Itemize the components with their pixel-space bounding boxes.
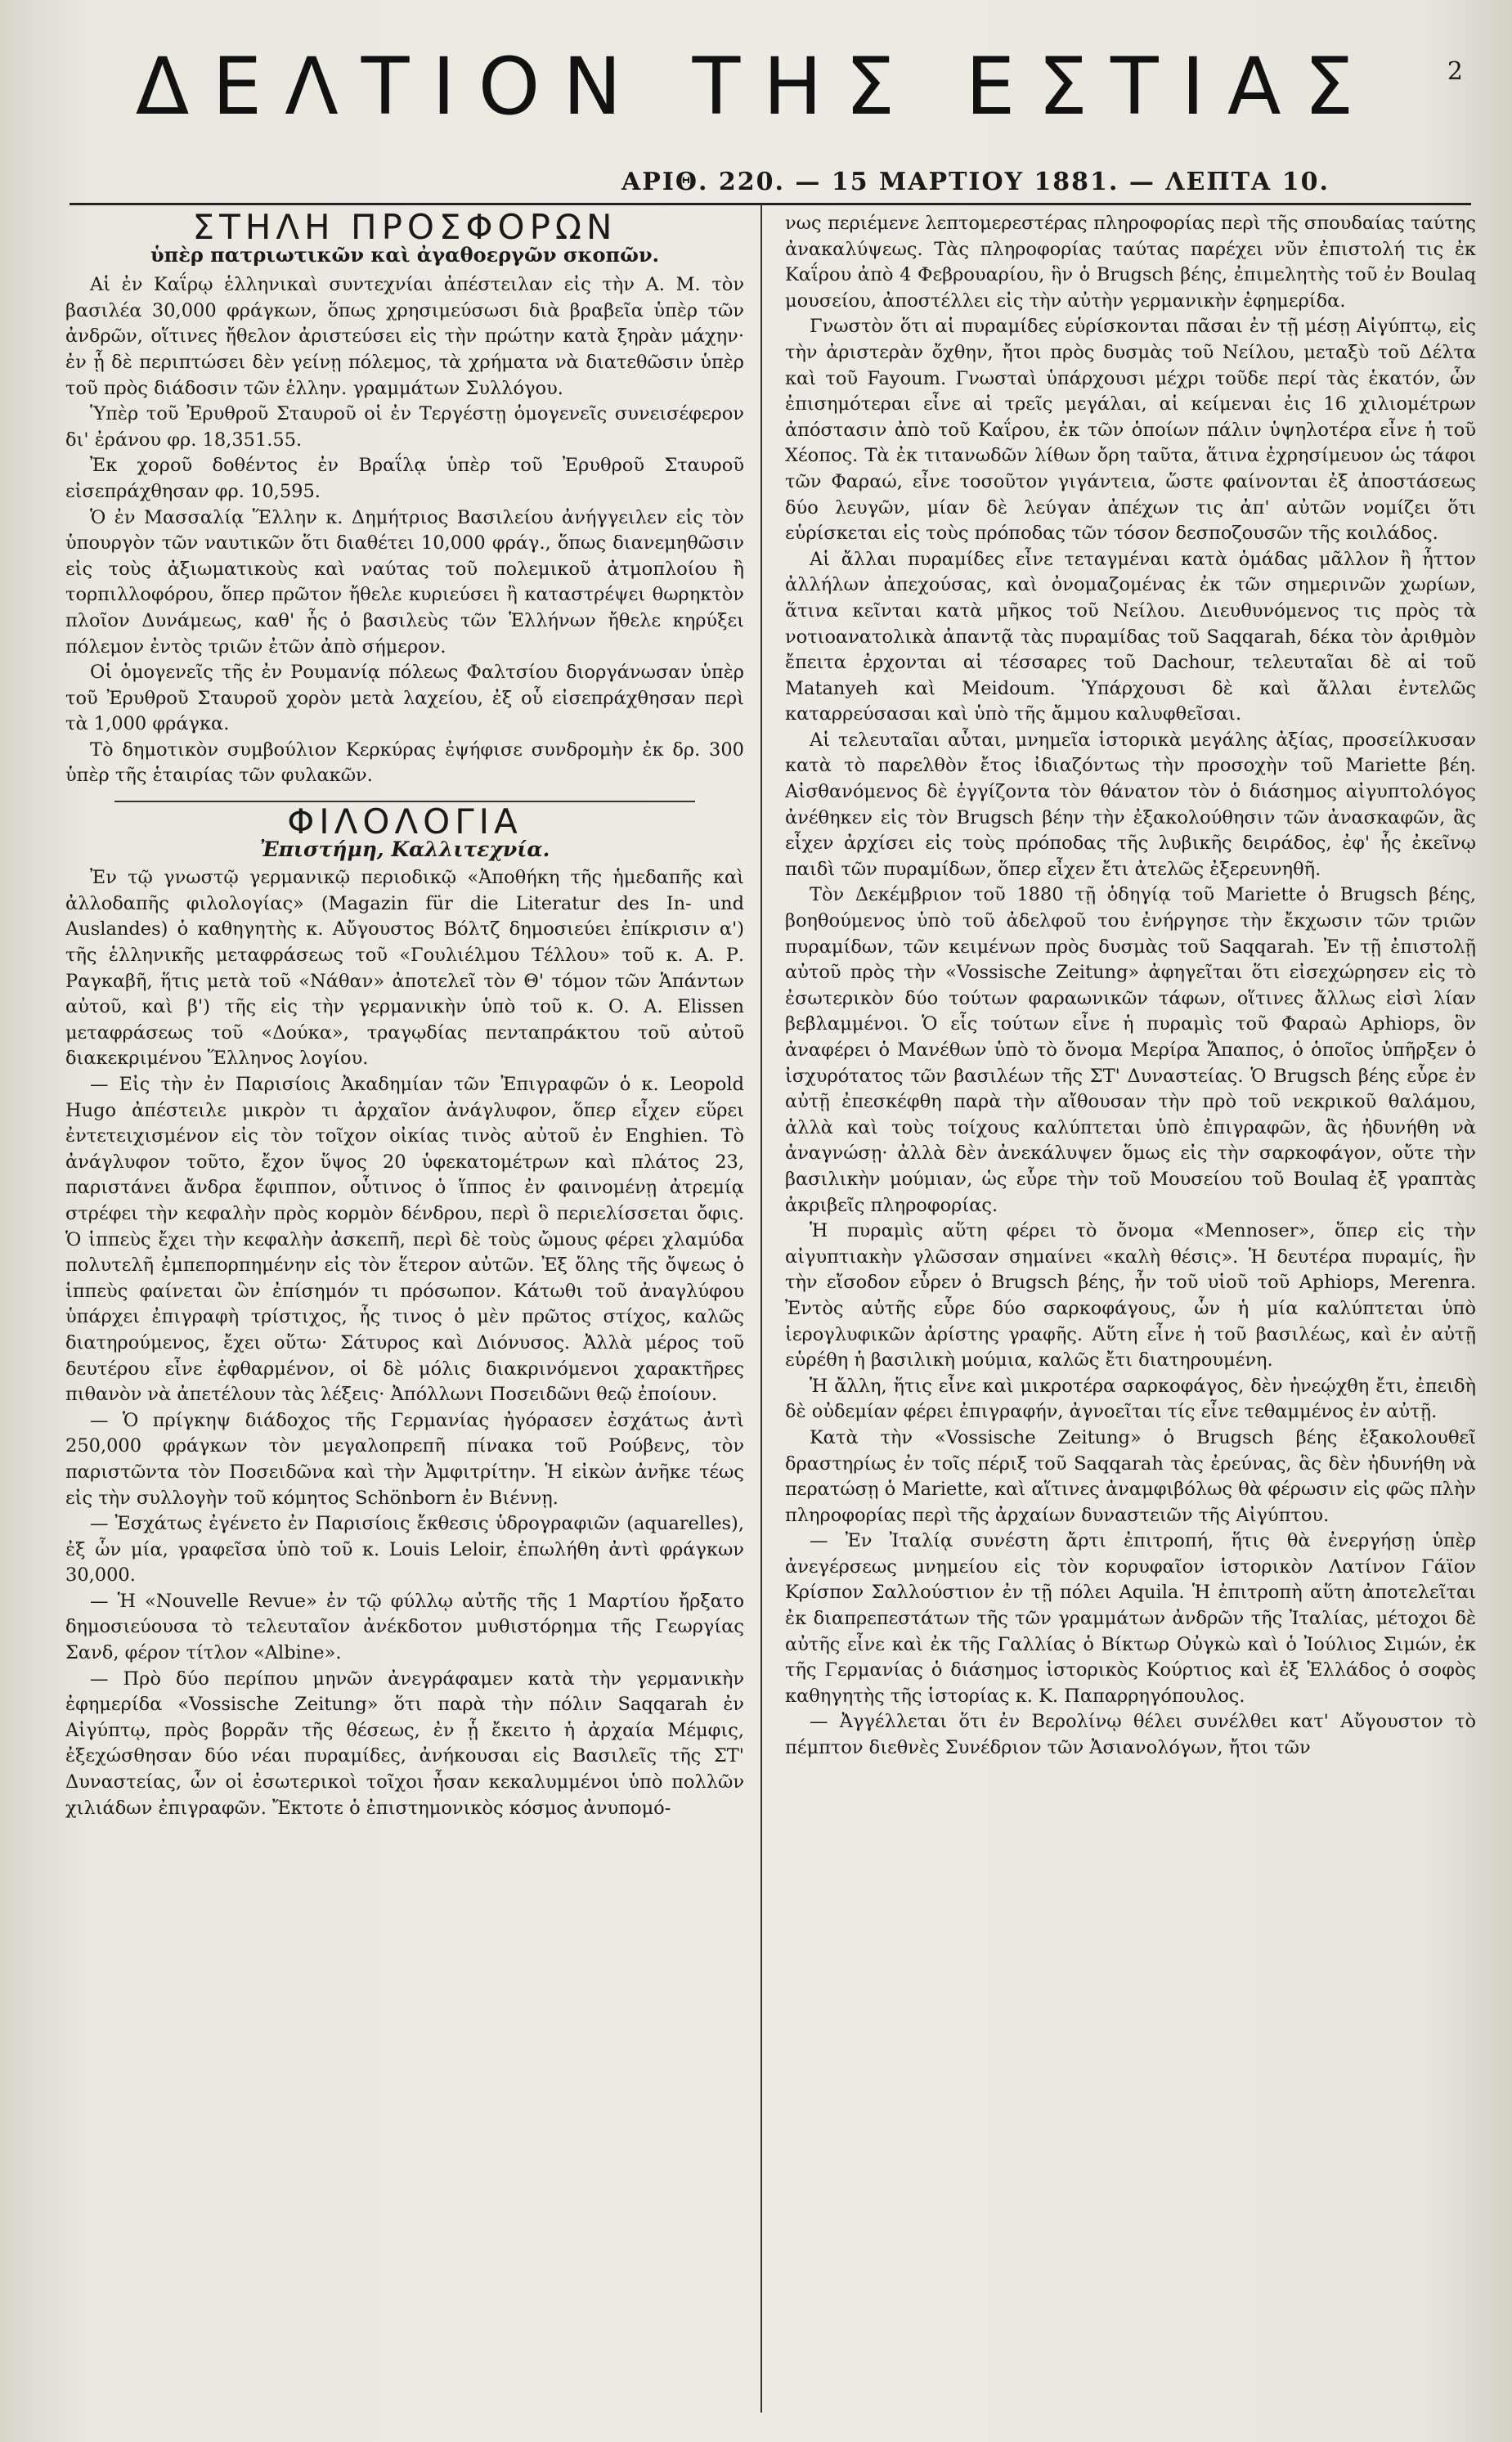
- philology-paragraph: — Ἐσχάτως ἐγένετο ἐν Παρισίοις ἔκθεσις ὑδρογραφιῶν (aquarelles), ἐξ ὧν μία, γραφεῖσα ὑπὸ τοῦ κ. Louis Leloir, ἐπωλήθη ἀντὶ φράγκων 30,000.: [65, 1513, 744, 1587]
- philology-paragraph: — Ἐν Ἰταλίᾳ συνέστη ἄρτι ἐπιτροπή, ἥτις θὰ ἐνεργήσῃ ὑπὲρ ἀνεγέρσεως μνημείου εἰς τὸν κορυφαῖον ἱστορικὸν Λατίνον Γάϊον Κρίσπον Σαλλούστιον ἐν τῇ πόλει Aquila. Ἡ ἐπιτροπὴ αὕτη ἀποτελεῖται ἐκ διαπρεπεστάτων τῆς τῶν γραμμάτων ἀνδρῶν τῆς Ἰταλίας, μέτοχοι δὲ αὐτῆς εἶνε καὶ ἐκ τῆς Γαλλίας ὁ Βίκτωρ Οὐγκὼ καὶ ὁ Ἰούλιος Σιμών, ἐκ τῆς Γερμανίας ὁ διάσημος ἱστορικὸς Κούρτιος καὶ ἐξ Ἑλλάδος ὁ σοφὸς καθηγητὴς τῆς ἱστορίας κ. Κ. Παπαρρηγόπουλος.: [785, 1530, 1476, 1707]
- offerings-paragraph: Τὸ δημοτικὸν συμβούλιον Κερκύρας ἐψήφισε συνδρομὴν ἐκ δρ. 300 ὑπὲρ τῆς ἑταιρίας τῶν φυλακῶν.: [65, 738, 744, 787]
- philology-paragraph: Ἐν τῷ γνωστῷ γερμανικῷ περιοδικῷ «Ἀποθήκη τῆς ἡμεδαπῆς καὶ ἀλλοδαπῆς φιλολογίας» (Magazin für die Literatur des In- und Auslandes) ὁ καθηγητὴς κ. Αὔγουστος Βόλτζ δημοσιεύει ἐπίκρισιν α') τῆς ἑλληνικῆς μεταφράσεως τοῦ «Γουλιέλμου Τέλλου» τοῦ κ. Α. Ρ. Ραγκαβῆ, ἥτις μετὰ τοῦ «Νάθαν» ἀποτελεῖ τὸν Θ' τόμον τῶν Ἁπάντων αὐτοῦ, καὶ β') τῆς εἰς τὴν γερμανικὴν ὑπὸ τοῦ κ. Ο. Α. Elissen μεταφράσεως τοῦ «Δούκα», τραγῳδίας πενταπράκτου τοῦ αὐτοῦ διακεκριμένου Ἕλληνος λογίου.: [65, 867, 744, 1070]
- right-column: [785, 211, 1476, 1762]
- philology-paragraph: Κατὰ τὴν «Vossische Zeitung» ὁ Brugsch βέης ἐξακολουθεῖ δραστηρίως ἐν τοῖς πέριξ τοῦ Saqqarah τὰς ἐρεύνας, ἃς δὲν ἠδυνήθη νὰ περατώσῃ ὁ Mariette, καὶ αἵτινες ἀναμφιβόλως θὰ φέρωσιν εἰς φῶς πλὴν πληροφορίας περὶ τῆς ἀρχαίων δυναστειῶν τῆς Αἰγύπτου.: [785, 1426, 1476, 1526]
- offerings-paragraph: Αἱ ἐν Καΐρῳ ἑλληνικαὶ συντεχνίαι ἀπέστειλαν εἰς τὴν Α. Μ. τὸν βασιλέα 30,000 φράγκων, ὅπως χρησιμεύσωσι διὰ βραβεῖα ὑπὲρ τῶν ἀνδρῶν, οἵτινες ἤθελον ἀριστεύσει εἰς τὴν πρώτην κατὰ ξηρὰν μάχην· ἐν ᾗ δὲ περιπτώσει δὲν γείνῃ πόλεμος, τὰ χρήματα νὰ διατεθῶσιν ὑπὲρ τοῦ πρὸς διάδοσιν τῶν ἑλλην. γραμμάτων Συλλόγου.: [65, 274, 744, 399]
- offerings-title: ΣΤΗΛΗ ΠΡΟΣΦΟΡΩΝ: [192, 207, 617, 247]
- masthead-title: ΔΕΛΤΙΟΝ ΤΗΣ ΕΣΤΙΑΣ: [135, 41, 1377, 132]
- philology-paragraph: — Πρὸ δύο περίπου μηνῶν ἀνεγράφαμεν κατὰ τὴν γερμανικὴν ἐφημερίδα «Vossische Zeitung» ὅτι παρὰ τὴν πόλιν Saqqarah ἐν Αἰγύπτῳ, πρὸς βορρᾶν τῆς θέσεως, ἐν ᾗ ἔκειτο ἡ ἀρχαία Μέμφις, ἐξεχώσθησαν δύο νέαι πυραμίδες, ἀνήκουσαι εἰς Βασιλεῖς τῆς ΣΤ' Δυναστείας, ὧν οἱ ἐσωτερικοὶ τοῖχοι ἦσαν κεκαλυμμένοι ὑπὸ πολλῶν χιλιάδων ἐπιγραφῶν. Ἔκτοτε ὁ ἐπιστημονικὸς κόσμος ἀνυπομό-: [65, 1668, 744, 1819]
- philology-paragraph: Αἱ ἄλλαι πυραμίδες εἶνε τεταγμέναι κατὰ ὁμάδας μᾶλλον ἢ ἧττον ἀλλήλων ἀπεχούσας, καὶ ὀνομαζομένας ἐκ τῶν σημερινῶν χωρίων, ἅτινα κεῖνται κατὰ μῆκος τοῦ Νείλου. Διευθυνόμενος τις πρὸς τὰ νοτιοανατολικὰ ἀπαντᾷ τὰς πυραμίδας τοῦ Saqqarah, δέκα τὸν ἀριθμὸν ἔπειτα ἐρχονται αἱ τέσσαρες τοῦ Dachour, τελευταῖαι δὲ αἱ τοῦ Matanyeh καὶ Meidoum. Ὑπάρχουσι δὲ καὶ ἄλλαι ἐντελῶς καταρρεύσασαι καὶ ὑπὸ τῆς ἄμμου καλυφθεῖσαι.: [785, 548, 1476, 725]
- philology-paragraph: — Ἡ «Nouvelle Revue» ἐν τῷ φύλλῳ αὐτῆς τῆς 1 Μαρτίου ἤρξατο δημοσιεύουσα τὸ τελευταῖον ἀνέκδοτον μυθιστόρημα τῆς Γεωργίας Σανδ, φέρον τίτλον «Albine».: [65, 1590, 744, 1664]
- offerings-paragraph: Ὁ ἐν Μασσαλίᾳ Ἕλλην κ. Δημήτριος Βασιλείου ἀνήγγειλεν εἰς τὸν ὑπουργὸν τῶν ναυτικῶν ὅτι διαθέτει 10,000 φράγ., ὅπως διανεμηθῶσιν εἰς τοὺς ἀξιωματικοὺς καὶ ναύτας τοῦ πολεμικοῦ ἀτμοπλοίου ἢ τορπιλλοφόρου, ὅπερ πρῶτον ἤθελε κυριεύσει ἢ καταστρέψει θωρηκτὸν πλοῖον Δυνάμεως, καθ' ἧς ὁ βασιλεὺς τῶν Ἑλλήνων ἤθελε κηρύξει πόλεμον ἐντὸς τριῶν ἐτῶν ἀπὸ σήμερον.: [65, 506, 744, 658]
- left-column: [65, 207, 744, 1821]
- offerings-paragraph: Οἱ ὁμογενεῖς τῆς ἐν Ρουμανίᾳ πόλεως Φαλτσίου διοργάνωσαν ὑπὲρ τοῦ Ἐρυθροῦ Σταυροῦ χορὸν μετὰ λαχείου, ἐξ οὗ εἰσεπράχθησαν περὶ τὰ 1,000 φράγκα.: [65, 662, 744, 735]
- philology-paragraph: — Εἰς τὴν ἐν Παρισίοις Ἀκαδημίαν τῶν Ἐπιγραφῶν ὁ κ. Leopold Hugo ἀπέστειλε μικρὸν τι ἀρχαῖον ἀνάγλυφον, ὅπερ εἶχεν εὕρει ἐντετειχισμένον εἰς τὸν τοῖχον οἰκίας τινὸς αὐτοῦ ἐν Enghien. Τὸ ἀνάγλυφον τοῦτο, ἔχον ὕψος 20 ὑφεκατομέτρων καὶ πλάτος 23, παριστάνει ἄνδρα ἔφιππον, οὗτινος ὁ ἵππος ἐν φαινομένῃ ἀτρεμίᾳ στρέφει τὴν κεφαλὴν πρὸς κορμὸν δένδρου, περὶ ὃ περιελίσσεται ὄφις. Ὁ ἱππεὺς ἔχει τὴν κεφαλὴν ἀσκεπῆ, περὶ δὲ τοὺς ὤμους φέρει χλαμύδα πολυτελῆ ἐμπεπορπημένην εἰς τὸν ἕτερον αὐτῶν. Ἐξ ὅλης τῆς ὄψεως ὁ ἱππεὺς φαίνεται ὢν ἐπίσημόν τι πρόσωπον. Κάτωθι τοῦ ἀναγλύφου ὑπάρχει ἐπιγραφὴ τρίστιχος, ἧς τινος ὁ μὲν πρῶτος στίχος, καλῶς διατηρούμενος, ἔχει οὕτω· Σάτυρος καὶ Διόνυσος. Ἀλλὰ μέρος τοῦ δευτέρου εἶνε ἐφθαρμένον, οἱ δὲ μόλις διακρινόμενοι χαρακτῆρες πιθανὸν νὰ ἀπετέλουν τὰς λέξεις· Ἀπόλλωνι Ποσειδῶνι θεῷ ἐποίουν.: [65, 1074, 744, 1406]
- philology-title: ΦΙΛΟΛΟΓΙΑ: [287, 801, 523, 842]
- philology-paragraph: — Ἀγγέλλεται ὅτι ἐν Βερολίνῳ θέλει συνέλθει κατ' Αὔγουστον τὸ πέμπτον διεθνὲς Συνέδριον τῶν Ἀσιανολόγων, ἤτοι τῶν: [785, 1711, 1476, 1759]
- offerings-paragraph: Ὑπὲρ τοῦ Ἐρυθροῦ Σταυροῦ οἱ ἐν Τεργέστῃ ὁμογενεῖς συνεισέφερον δι' ἐράνου φρ. 18,351.55.: [65, 403, 744, 451]
- column-divider: [760, 204, 762, 2413]
- issue-line: ΑΡΙΘ. 220. — 15 ΜΑΡΤΙΟΥ 1881. — ΛΕΠΤΑ 10.: [621, 168, 1330, 196]
- page-number: 2: [1447, 57, 1463, 86]
- offerings-paragraph: Ἐκ χοροῦ δοθέντος ἐν Βραΐλᾳ ὑπὲρ τοῦ Ἐρυθροῦ Σταυροῦ εἰσεπράχθησαν φρ. 10,595.: [65, 455, 744, 502]
- offerings-subtitle: ὑπὲρ πατριωτικῶν καὶ ἀγαθοεργῶν σκοπῶν.: [150, 242, 659, 267]
- philology-paragraph: Τὸν Δεκέμβριον τοῦ 1880 τῇ ὁδηγίᾳ τοῦ Mariette ὁ Brugsch βέης, βοηθούμενος ὑπὸ τοῦ ἀδελφοῦ του ἐνήργησε τὴν ἔκχωσιν τῶν τριῶν πυραμίδων, τῶν κειμένων πρὸς δυσμὰς τοῦ Saqqarah. Ἐν τῇ ἐπιστολῇ αὐτοῦ πρὸς τὴν «Vossische Zeitung» ἀφηγεῖται ὅτι εἰσεχώρησεν εἰς τὸ ἐσωτερικὸν δύο τούτων φαραωνικῶν τάφων, οἵτινες ἄλλως εἰσὶ λίαν βεβλαμμένοι. Ὁ εἷς τούτων εἶνε ἡ πυραμὶς τοῦ Φαραὼ Aphiops, ὃν ἀναφέρει ὁ Μανέθων ὑπὸ τὸ ὄνομα Μερίρα Ἄπαπος, ὁ ὁποῖος ὑπῆρξεν ὁ ἰσχυρότατος τῶν βασιλέων τῆς ΣΤ' Δυναστείας. Ὁ Brugsch βέης εὗρε ἐν αὐτῇ ἐπεσκέφθη παρὰ τὴν αἴθουσαν τὴν πρὸ τοῦ νεκρικοῦ θαλάμου, ἀλλὰ καὶ τοὺς τοίχους καλύπτεται ὑπὸ ἐπιγραφῶν, ἃς ἠδυνήθη νὰ ἀναγνώσῃ· ἀλλὰ δὲν ἀνεκάλυψεν ὅμως εἰς τὴν σαρκοφάγον, οὔτε τὴν βασιλικὴν μούμιαν, ὡς εὗρε τὴν τοῦ Μουσείου τοῦ Boulaq ἐξ γραπτὰς ἀκριβεῖς πληροφορίας.: [785, 884, 1476, 1216]
- philology-paragraph: Ἡ πυραμὶς αὕτη φέρει τὸ ὄνομα «Mennoser», ὅπερ εἰς τὴν αἰγυπτιακὴν γλῶσσαν σημαίνει «καλὴ θέσις». Ἡ δευτέρα πυραμίς, ἣν τὴν εἴσοδον εὗρεν ὁ Brugsch βέης, ἦν τοῦ υἱοῦ τοῦ Aphiops, Merenra. Ἐντὸς αὐτῆς εὗρε δύο σαρκοφάγους, ὧν ἡ μία καλύπτεται ὑπὸ ἱερογλυφικῶν ἀρίστης γραφῆς. Αὕτη εἶνε ἡ τοῦ βασιλέως, καὶ ἐν αὐτῇ εὑρέθη ἡ βασιλικὴ μούμια, καλῶς ἔτι διατηρουμένη.: [785, 1220, 1476, 1371]
- philology-paragraph: Ἡ ἄλλη, ἥτις εἶνε καὶ μικροτέρα σαρκοφάγος, δὲν ἠνεῴχθη ἔτι, ἐπειδὴ δὲ οὐδεμίαν φέρει ἐπιγραφήν, ἀγνοεῖται τίς εἶνε τεθαμμένος ἐν αὐτῇ.: [785, 1375, 1476, 1423]
- philology-paragraph: — Ὁ πρίγκηψ διάδοχος τῆς Γερμανίας ἠγόρασεν ἐσχάτως ἀντὶ 250,000 φράγκων τὸν μεγαλοπρεπῆ πίνακα τοῦ Ρούβενς, τὸν παριστῶντα τὸν Ποσειδῶνα καὶ τὴν Ἀμφιτρίτην. Ἡ εἰκὼν ἀνῆκε τέως εἰς τὴν συλλογὴν τοῦ κόμητος Schönborn ἐν Βιέννῃ.: [65, 1409, 744, 1509]
- philology-paragraph: νως περιέμενε λεπτομερεστέρας πληροφορίας περὶ τῆς σπουδαίας ταύτης ἀνακαλύψεως. Τὰς πληροφορίας ταύτας παρέχει νῦν ἐπιστολή τις ἐκ Καΐρου ἀπὸ 4 Φεβρουαρίου, ἣν ὁ Brugsch βέης, ἐπιμελητὴς τοῦ ἐν Boulaq μουσείου, ἀποστέλλει εἰς τὴν αὐτὴν γερμανικὴν ἐφημερίδα.: [785, 213, 1476, 312]
- masthead-rule: [70, 203, 1471, 205]
- philology-paragraph: Αἱ τελευταῖαι αὗται, μνημεῖα ἱστορικὰ μεγάλης ἀξίας, προσείλκυσαν κατὰ τὸ παρελθὸν ἔτος ἰδιαζόντως τὴν προσοχὴν τοῦ Mariette βέη. Αἰσθανόμενος δὲ ἐγγίζοντα τὸν θάνατον τὸν ὁ διάσημος αἰγυπτολόγος ἀνέθηκεν εἰς τὸν Brugsch βέην τὴν ἐξακολούθησιν τῶν ἀνασκαφῶν, ἃς εἶχεν ἀρχίσει εἰς τοὺς πρόποδας τῆς λυβικῆς δειράδος, ἐφ' ἧς ἐκεῖνῳ παιδὶ τῶν πυραμίδων, ὅπερ εἶχεν ἔτι ἀτελῶς ἐξερευνηθῆ.: [785, 729, 1476, 880]
- philology-subheading: Ἐπιστήμη, Καλλιτεχνία.: [259, 837, 550, 861]
- philology-paragraph: Γνωστὸν ὅτι αἱ πυραμίδες εὑρίσκονται πᾶσαι ἐν τῇ μέσῃ Αἰγύπτῳ, εἰς τὴν ἀριστερὰν ὄχθην, ἤτοι πρὸς δυσμὰς τοῦ Νείλου, μεταξὺ τοῦ Δέλτα καὶ τοῦ Fayoum. Γνωσταὶ ὑπάρχουσι μέχρι τοῦδε περί τὰς ἑκατόν, ὧν ἐπισημότεραι εἶνε αἱ τρεῖς μεγάλαι, αἱ κείμεναι ἐις 16 χιλιομέτρων ἀπόστασιν ἀπὸ τοῦ Καΐρου, ἐκ τῶν ὁποίων πάλιν ὑψηλοτέρα εἶνε ἡ τοῦ Χέοπος. Τὰ ἐκ τιτανωδῶν λίθων ὄρη ταῦτα, ἅτινα ἐχρησίμευον ὡς τάφοι τῶν Φαραώ, εἶνε τοσοῦτον γιγάντεια, ὥστε φαίνονται ἐξ ἀποστάσεως δύο λευγῶν, μίαν δὲ λεύγαν ἀπέχων τις ἀπ' αὐτῶν νομίζει ὅτι εὑρίσκεται εἰς τοὺς πρόποδας τῶν τόσον δεσποζουσῶν τῆς κοιλάδος.: [785, 316, 1476, 545]
